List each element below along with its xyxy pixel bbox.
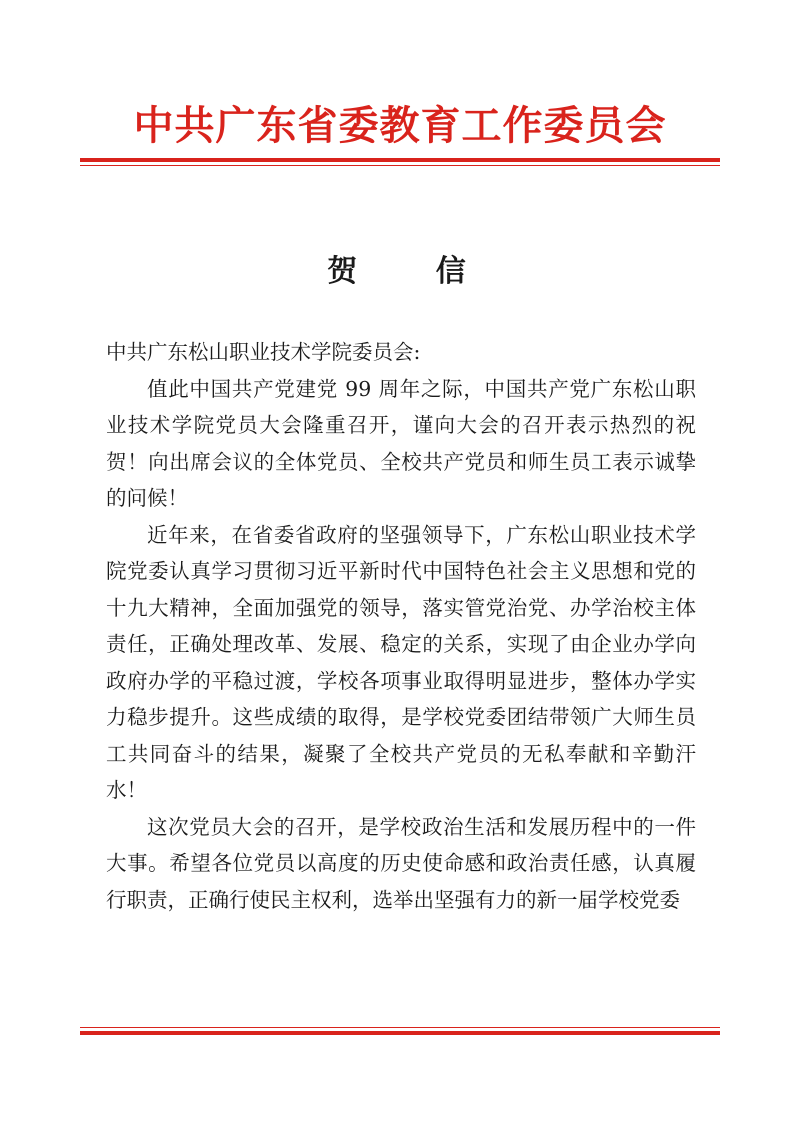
bottom-rule-thin-line (80, 1027, 720, 1028)
letterhead-title: 中共广东省委教育工作委员会 (133, 103, 667, 149)
salutation: 中共广东松山职业技术学院委员会: (106, 340, 421, 364)
paragraph-1: 值此中国共产党建党 99 周年之际，中国共产党广东松山职业技术学院党员大会隆重召开，谨向大会的召开表示热烈的祝贺！向出席会议的全体党员、全校共产党员和师生员工表示诚挚的问候！ (106, 376, 696, 510)
top-rule-thick-line (80, 158, 720, 162)
top-rule-thin-line (80, 165, 720, 166)
paragraph-3: 这次党员大会的召开，是学校政治生活和发展历程中的一件大事。希望各位党员以高度的历史使命感和政治责任感，认真履行职责，正确行使民主权利，选举出坚强有力的新一届学校党委 (106, 814, 696, 912)
letterhead-top-rule (80, 158, 720, 166)
document-title: 贺 信 (327, 254, 500, 289)
letter-body (106, 334, 696, 918)
bottom-rule-thick-line (80, 1031, 720, 1035)
footer-rule (80, 1027, 720, 1035)
paragraph-2: 近年来，在省委省政府的坚强领导下，广东松山职业技术学院党委认真学习贯彻习近平新时代中国特色社会主义思想和党的十九大精神，全面加强党的领导，落实管党治党、办学治校主体责任，正确处理改革、发展、稳定的关系，实现了由企业办学向政府办学的平稳过渡，学校各项事业取得明显进步，整体办学实力稳步提升。这些成绩的取得，是学校党委团结带领广大师生员工共同奋斗的结果，凝聚了全校共产党员的无私奉献和辛勤汗水！ (106, 522, 696, 802)
